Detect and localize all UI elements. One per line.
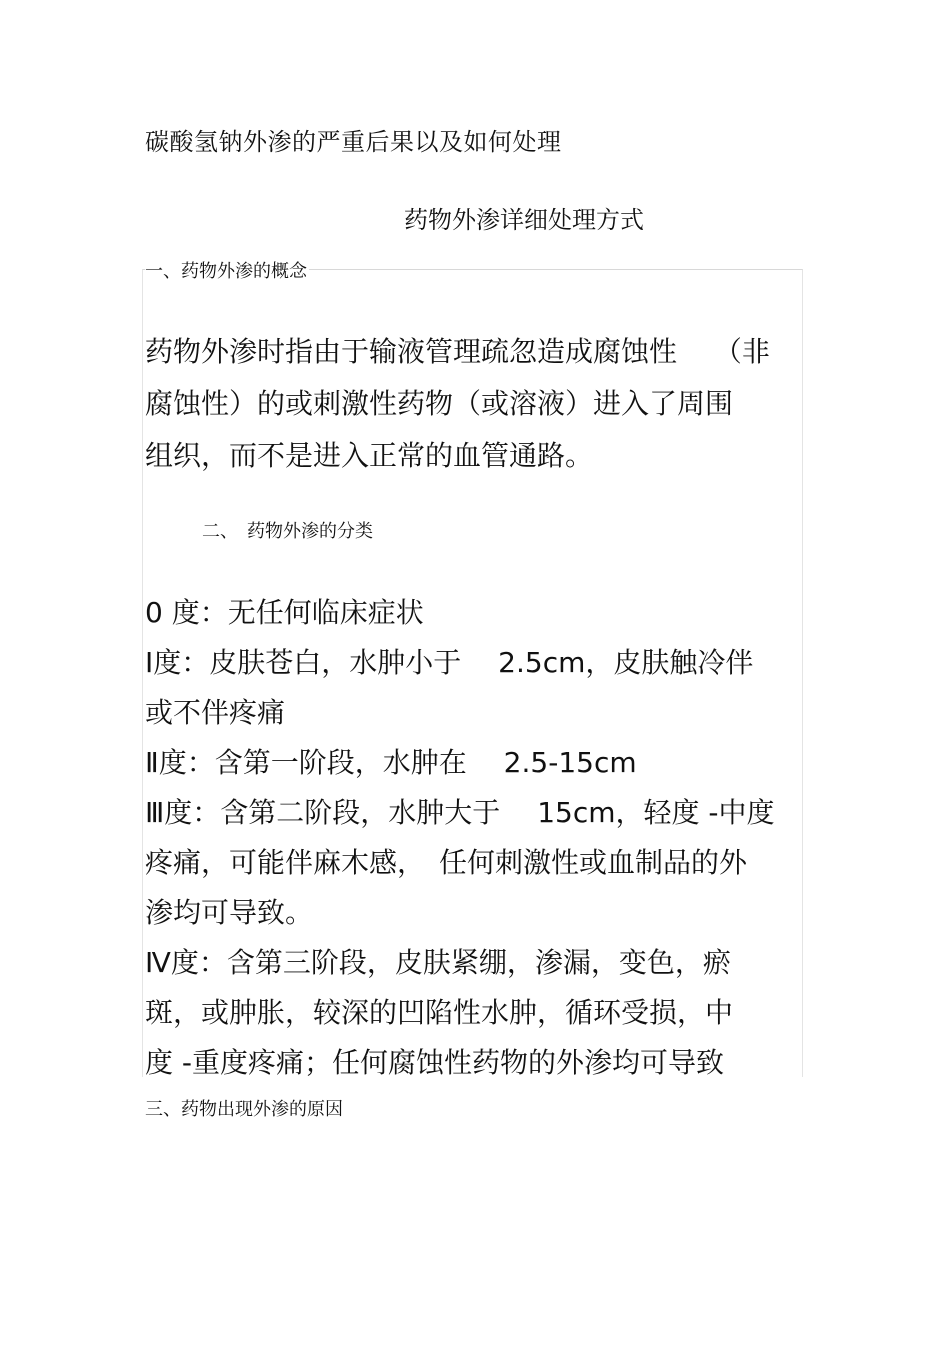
paragraph-line: 0 度：无任何临床症状 — [145, 596, 424, 629]
paragraph-line: 疼痛，可能伴麻木感， 任何刺激性或血制品的外 — [145, 846, 748, 879]
section-heading-causes: 三、药物出现外渗的原因 — [145, 1099, 343, 1120]
paragraph-line: 斑，或肿胀，较深的凹陷性水肿，循环受损，中 — [145, 996, 734, 1029]
paragraph-line: 渗均可导致。 — [145, 896, 314, 929]
paragraph-line: 度 -重度疼痛；任何腐蚀性药物的外渗均可导致 — [145, 1046, 725, 1079]
paragraph-line: Ⅲ度：含第二阶段，水肿大于 15cm，轻度 -中度 — [145, 796, 775, 829]
paragraph-line: 组织，而不是进入正常的血管通路。 — [145, 439, 594, 472]
definition-paragraph — [145, 326, 805, 482]
paragraph-line: 或不伴疼痛 — [145, 696, 286, 729]
document-title: 碳酸氢钠外渗的严重后果以及如何处理 — [145, 128, 562, 156]
paragraph-line: 药物外渗时指由于输液管理疏忽造成腐蚀性 （非 — [145, 335, 770, 368]
section-heading-concept: 一、药物外渗的概念 — [145, 261, 307, 282]
grades-paragraph — [145, 588, 805, 1088]
paragraph-line: 腐蚀性）的或刺激性药物（或溶液）进入了周围 — [145, 387, 734, 420]
paragraph-line: Ⅱ度：含第一阶段，水肿在 2.5-15cm — [145, 746, 637, 779]
paragraph-line: Ⅳ度：含第三阶段，皮肤紧绷，渗漏，变色，瘀 — [145, 946, 731, 979]
section-heading-classification: 二、 药物外渗的分类 — [202, 521, 373, 542]
paragraph-line: Ⅰ度：皮肤苍白，水肿小于 2.5cm，皮肤触冷伴 — [145, 646, 754, 679]
document-subtitle: 药物外渗详细处理方式 — [404, 206, 644, 234]
